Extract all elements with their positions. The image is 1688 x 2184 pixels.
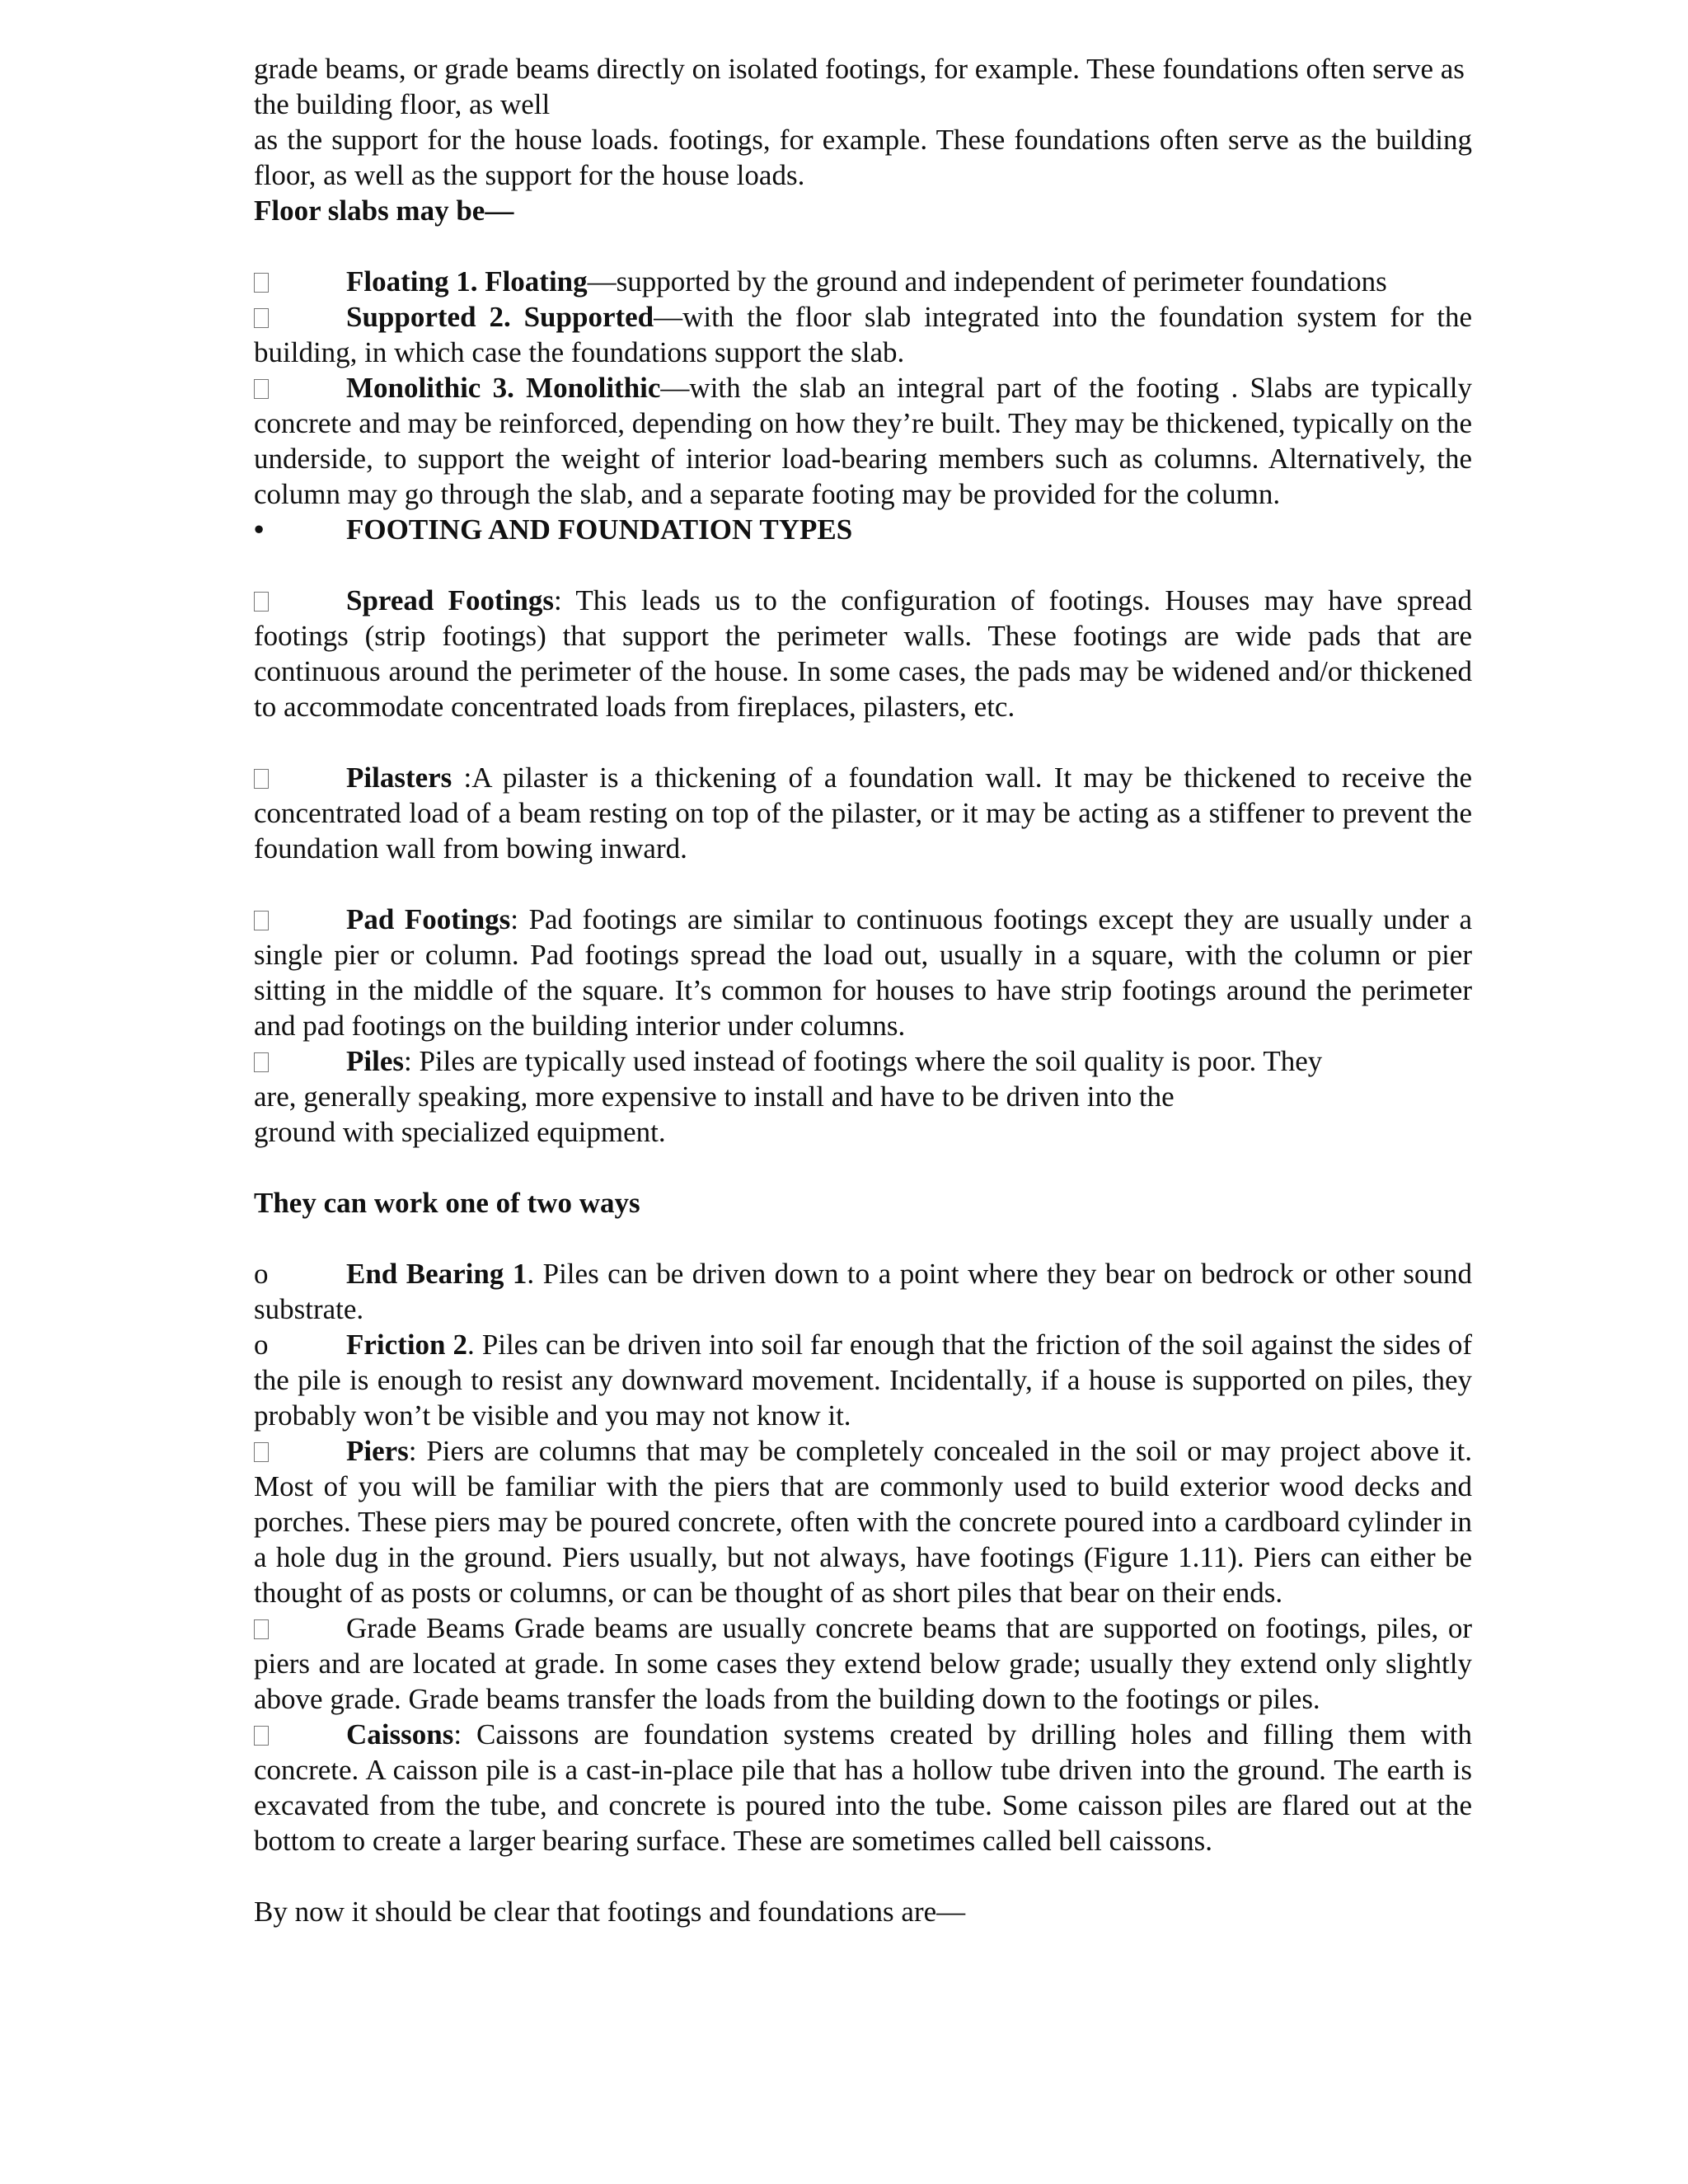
list-item-friction <box>254 1327 1472 1433</box>
closing-line: By now it should be clear that footings and foundations are— <box>254 1896 966 1928</box>
bullet-box-icon <box>254 370 346 405</box>
intro-line-2: as the support for the house loads. footings, for example. These foundations often serve as the building floor, as well as the support for the house loads. <box>254 124 1472 191</box>
bullet-box-icon <box>254 1717 346 1752</box>
bullet-box-icon <box>254 902 346 937</box>
desc-pilasters: :A pilaster is a thickening of a foundation wall. It may be thickened to receive the concentrated load of a beam resting on top of the pilaster, or it may be acting as a stiffener to prevent the foundation wall from bowing inward. <box>254 762 1472 865</box>
list-item-grade-beams <box>254 1610 1472 1717</box>
desc-end-bearing: . Piles can be driven down to a point where they bear on bedrock or other sound substrate. <box>254 1258 1472 1325</box>
list-item-monolithic <box>254 370 1472 512</box>
spacer <box>254 228 1472 264</box>
bullet-box-icon <box>254 760 346 795</box>
desc-grade-beams: Grade Beams Grade beams are usually concrete beams that are supported on footings, piles, or piers and are located at grade. In some cases they extend below grade; usually they extend only slightly above grade. Grade beams transfer the loads from the building down to the footings or piles. <box>254 1612 1472 1715</box>
types-heading: FOOTING AND FOUNDATION TYPES <box>346 513 853 546</box>
piles-line-1 <box>254 1043 1472 1079</box>
list-item-floating <box>254 264 1472 299</box>
term-piles: Piles <box>346 1045 404 1077</box>
bullet-box-icon <box>254 1043 346 1079</box>
desc-monolithic: —with the slab an integral part of the footing . Slabs are typically concrete and may be reinforced, depending on how they’re built. They may be thickened, typically on the underside, to support the weight of interior load-bearing members such as columns. Alternatively, the column may go through the slab, and a separate footing may be provided for the column. <box>254 372 1472 510</box>
bullet-box-icon <box>254 583 346 618</box>
list-item-end-bearing <box>254 1256 1472 1327</box>
piles-line-3: ground with specialized equipment. <box>254 1116 666 1148</box>
desc-supported: —with the floor slab integrated into the foundation system for the building, in which case the foundations support the slab. <box>254 301 1473 368</box>
list-item-supported <box>254 299 1472 370</box>
spacer <box>254 724 1472 760</box>
term-caissons: Caissons <box>346 1718 454 1750</box>
term-monolithic: Monolithic 3. Monolithic <box>346 372 661 404</box>
term-piers: Piers <box>346 1435 409 1467</box>
term-end-bearing: End Bearing 1 <box>346 1258 528 1290</box>
bullet-circle: o <box>254 1329 269 1361</box>
list-item-piles <box>254 1043 1472 1150</box>
floor-slabs-heading: Floor slabs may be— <box>254 194 514 227</box>
spacer <box>254 1221 1472 1256</box>
bullet-circle: o <box>254 1258 269 1290</box>
desc-spread: : This leads us to the configuration of footings. Houses may have spread footings (strip footings) that support the perimeter walls. These footings are wide pads that are continuous around the perimeter of the house. In some cases, the pads may be widened and/or thickened to accommodate concentrated loads from fireplaces, pilasters, etc. <box>254 584 1472 723</box>
list-item-piers <box>254 1433 1472 1610</box>
bullet-dot: • <box>254 513 265 546</box>
list-item-spread-footings <box>254 583 1472 724</box>
spacer <box>254 1150 1472 1185</box>
list-item-pad-footings <box>254 902 1472 1043</box>
spacer <box>254 866 1472 902</box>
list-item-pilasters <box>254 760 1472 866</box>
term-pilasters: Pilasters <box>346 762 452 794</box>
desc-piles-1: : Piles are typically used instead of footings where the soil quality is poor. They <box>403 1045 1323 1077</box>
bullet-box-icon <box>254 1610 346 1646</box>
desc-friction: . Piles can be driven into soil far enough that the friction of the soil against the sides of the pile is enough to resist any downward movement. Incidentally, if a house is supported on piles, they probably won’t be visible and you may not know it. <box>254 1329 1472 1432</box>
desc-caissons: : Caissons are foundation systems created by drilling holes and filling them with concrete. A caisson pile is a cast-in-place pile that has a hollow tube driven into the ground. The earth is excavated from the tube, and concrete is poured into the tube. Some caisson piles are flared out at the bottom to create a larger bearing surface. These are sometimes called bell caissons. <box>254 1718 1472 1857</box>
bullet-box-icon <box>254 299 346 335</box>
desc-floating: —supported by the ground and independent of perimeter foundations <box>587 265 1387 298</box>
piles-line-2: are, generally speaking, more expensive to install and have to be driven into the <box>254 1080 1175 1113</box>
bullet-box-icon <box>254 264 346 299</box>
bullet-box-icon <box>254 1433 346 1469</box>
term-supported: Supported 2. Supported <box>346 301 654 333</box>
desc-piers: : Piers are columns that may be completely concealed in the soil or may project above it. Most of you will be familiar with the piers that are commonly used to build exterior wood decks and porches. These piers may be poured concrete, often with the concrete poured into a cardboard cylinder in a hole dug in the ground. Piers usually, but not always, have footings (Figure 1.11). Piers can either be thought of as posts or columns, or can be thought of as short piles that bear on their ends. <box>254 1435 1472 1609</box>
types-heading-row <box>254 512 1472 547</box>
document-page <box>254 51 1472 1929</box>
two-ways-heading: They can work one of two ways <box>254 1187 640 1219</box>
desc-pad: : Pad footings are similar to continuous footings except they are usually under a single pier or column. Pad footings spread the load out, usually in a square, with the column or pier sitting in the middle of the square. It’s common for houses to have strip footings around the perimeter and pad footings on the building interior under columns. <box>254 903 1472 1042</box>
term-pad: Pad Footings <box>346 903 511 935</box>
spacer <box>254 1858 1472 1894</box>
term-friction: Friction 2 <box>346 1329 468 1361</box>
term-spread: Spread Footings <box>346 584 554 616</box>
spacer <box>254 547 1472 583</box>
list-item-caissons <box>254 1717 1472 1858</box>
term-floating: Floating 1. Floating <box>346 265 588 298</box>
intro-line-1: grade beams, or grade beams directly on isolated footings, for example. These foundations often serve as the building floor, as well <box>254 53 1465 120</box>
